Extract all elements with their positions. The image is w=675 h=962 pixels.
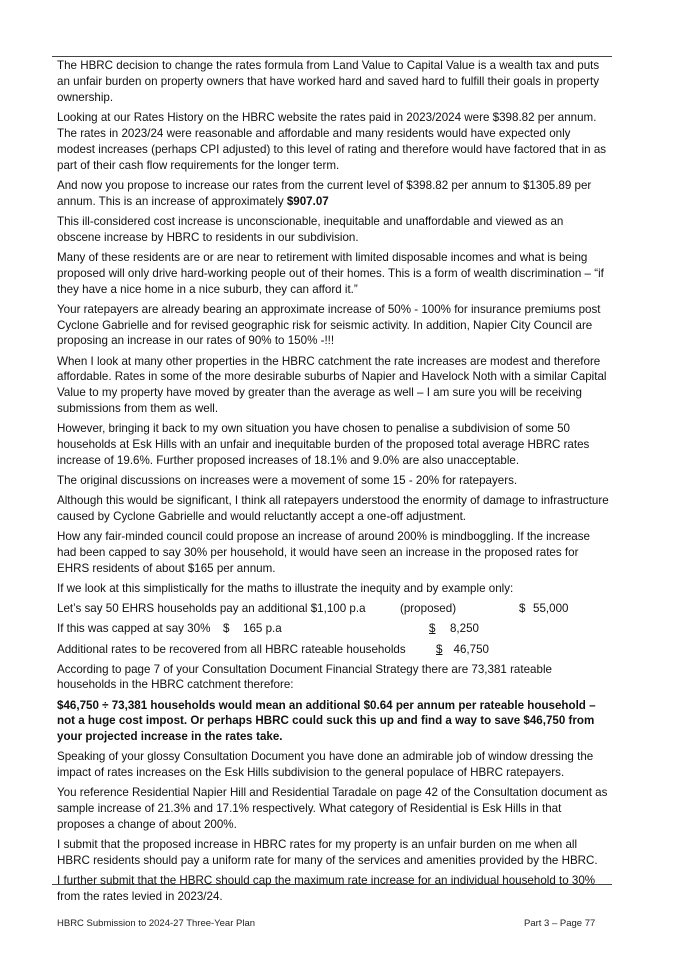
calc-amount-value: 46,750 — [453, 642, 489, 656]
paragraph: Your ratepayers are already bearing an approximate increase of 50% - 100% for insurance premiums post Cyclone Gabrielle and for revised geographic risk for seismic activity. In addition, Napier City Council are proposing an increase in our rates of 90% to 150% -!!! — [57, 302, 601, 348]
paragraph-text: And now you propose to increase our rates from the current level of $398.82 per annum to $1305.89 per annum. This is an increase of approximately — [57, 178, 592, 208]
footer-page-number: Part 3 – Page 77 — [524, 918, 596, 929]
calc-amount — [436, 642, 489, 658]
paragraph: Although this would be significant, I think all ratepayers understood the enormity of damage to infrastructure caused by Cyclone Gabrielle and would reluctantly accept a one-off adjustment. — [57, 494, 609, 524]
calc-unit-currency: $ — [223, 622, 230, 636]
footer-title: HBRC Submission to 2024-27 Three-Year Plan — [57, 918, 256, 929]
paragraph: The original discussions on increases were a movement of some 15 - 20% for ratepayers. — [57, 474, 518, 488]
paragraph: I further submit that the HBRC should cap the maximum rate increase for an individual household to 30% from the rates levied in 2023/24. — [57, 874, 596, 904]
bottom-rule — [52, 884, 612, 885]
paragraph: If we look at this simplistically for the maths to illustrate the inequity and by example only: — [57, 582, 514, 596]
paragraph: Many of these residents are or are near to retirement with limited disposable incomes and what is being proposed will only drive hard-working people out of their homes. This is a form of wealth discrimination – “if they have a nice home in a nice suburb, they can afford it.” — [57, 250, 604, 296]
paragraph-bold — [57, 698, 609, 746]
calc-label: If this was capped at say 30% — [57, 622, 211, 636]
calc-currency: $ — [519, 602, 526, 616]
paragraph: According to page 7 of your Consultation Document Financial Strategy there are 73,381 rateable households in the HBRC catchment therefore: — [57, 662, 552, 692]
calc-label: Additional rates to be recovered from all HBRC rateable households — [57, 642, 406, 656]
bold-statement: $46,750 ÷ 73,381 households would mean an additional $0.64 per annum per rateable household – not a huge cost impost. Or perhaps HBRC could suck this up and find a way to save $46,750 from your projected increase in the rates take. — [57, 698, 596, 744]
calc-currency: $ — [436, 642, 443, 656]
paragraph: How any fair-minded council could propose an increase of around 200% is mindboggling. If the increase had been capped to say 30% per household, it would have seen an increase in the proposed rates for EHRS residents of about $165 per annum. — [57, 530, 590, 576]
calc-row-proposed — [57, 601, 609, 617]
paragraph: However, bringing it back to my own situation you have chosen to penalise a subdivision of some 50 households at Esk Hills with an unfair and inequitable burden of the proposed total average HBRC rates increase of 19.6%. Further proposed increases of 18.1% and 9.0% are also unacceptable. — [57, 422, 590, 468]
calc-amount — [429, 621, 479, 637]
paragraph: You reference Residential Napier Hill and Residential Taradale on page 42 of the Consultation document as sample increase of 21.3% and 17.1% respectively. What category of Residential is Esk Hills in that proposes a change of about 200%. — [57, 786, 608, 832]
paragraph — [57, 178, 609, 210]
increase-amount: $907.07 — [286, 194, 329, 208]
calc-currency: $ — [429, 622, 436, 636]
submission-body — [57, 58, 609, 909]
top-rule — [52, 56, 612, 57]
paragraph: When I look at many other properties in the HBRC catchment the rate increases are modest and therefore affordable. Rates in some of the more desirable suburbs of Napier and Havelock Noth with a similar Capital Value to my property have moved by greater than the average as well – I am sure you will be receiving submissions from them as well. — [57, 354, 607, 416]
paragraph: The HBRC decision to change the rates formula from Land Value to Capital Value is a wealth tax and puts an unfair burden on property owners that have worked hard and saved hard to fulfill their goals in property ownership. — [57, 59, 600, 104]
calc-row-capped — [57, 621, 609, 637]
paragraph: Speaking of your glossy Consultation Document you have done an admirable job of window dressing the impact of rates increases on the Esk Hills subdivision to the general populace of HBRC ratepayers. — [57, 750, 594, 780]
paragraph: This ill-considered cost increase is unconscionable, inequitable and unaffordable and viewed as an obscene increase by HBRC to residents in our subdivision. — [57, 214, 564, 244]
paragraph: I submit that the proposed increase in HBRC rates for my property is an unfair burden on me when all HBRC residents should pay a uniform rate for many of the services and amenities provided by the HBRC. — [57, 838, 598, 868]
calc-note: (proposed) — [400, 602, 457, 616]
calc-unit-amount: 165 p.a — [243, 622, 282, 636]
calc-row-additional — [57, 642, 609, 658]
calc-amount: 55,000 — [533, 602, 569, 616]
paragraph: Looking at our Rates History on the HBRC website the rates paid in 2023/2024 were $398.82 per annum. The rates in 2023/24 were reasonable and affordable and many residents would have expected only modest increases (perhaps CPI adjusted) to this level of rating and therefore would have factored that in as part of their cash flow requirements for the longer term. — [57, 110, 607, 172]
calc-amount-value: 8,250 — [449, 622, 479, 636]
calc-label: Let’s say 50 EHRS households pay an additional $1,100 p.a — [57, 602, 366, 616]
